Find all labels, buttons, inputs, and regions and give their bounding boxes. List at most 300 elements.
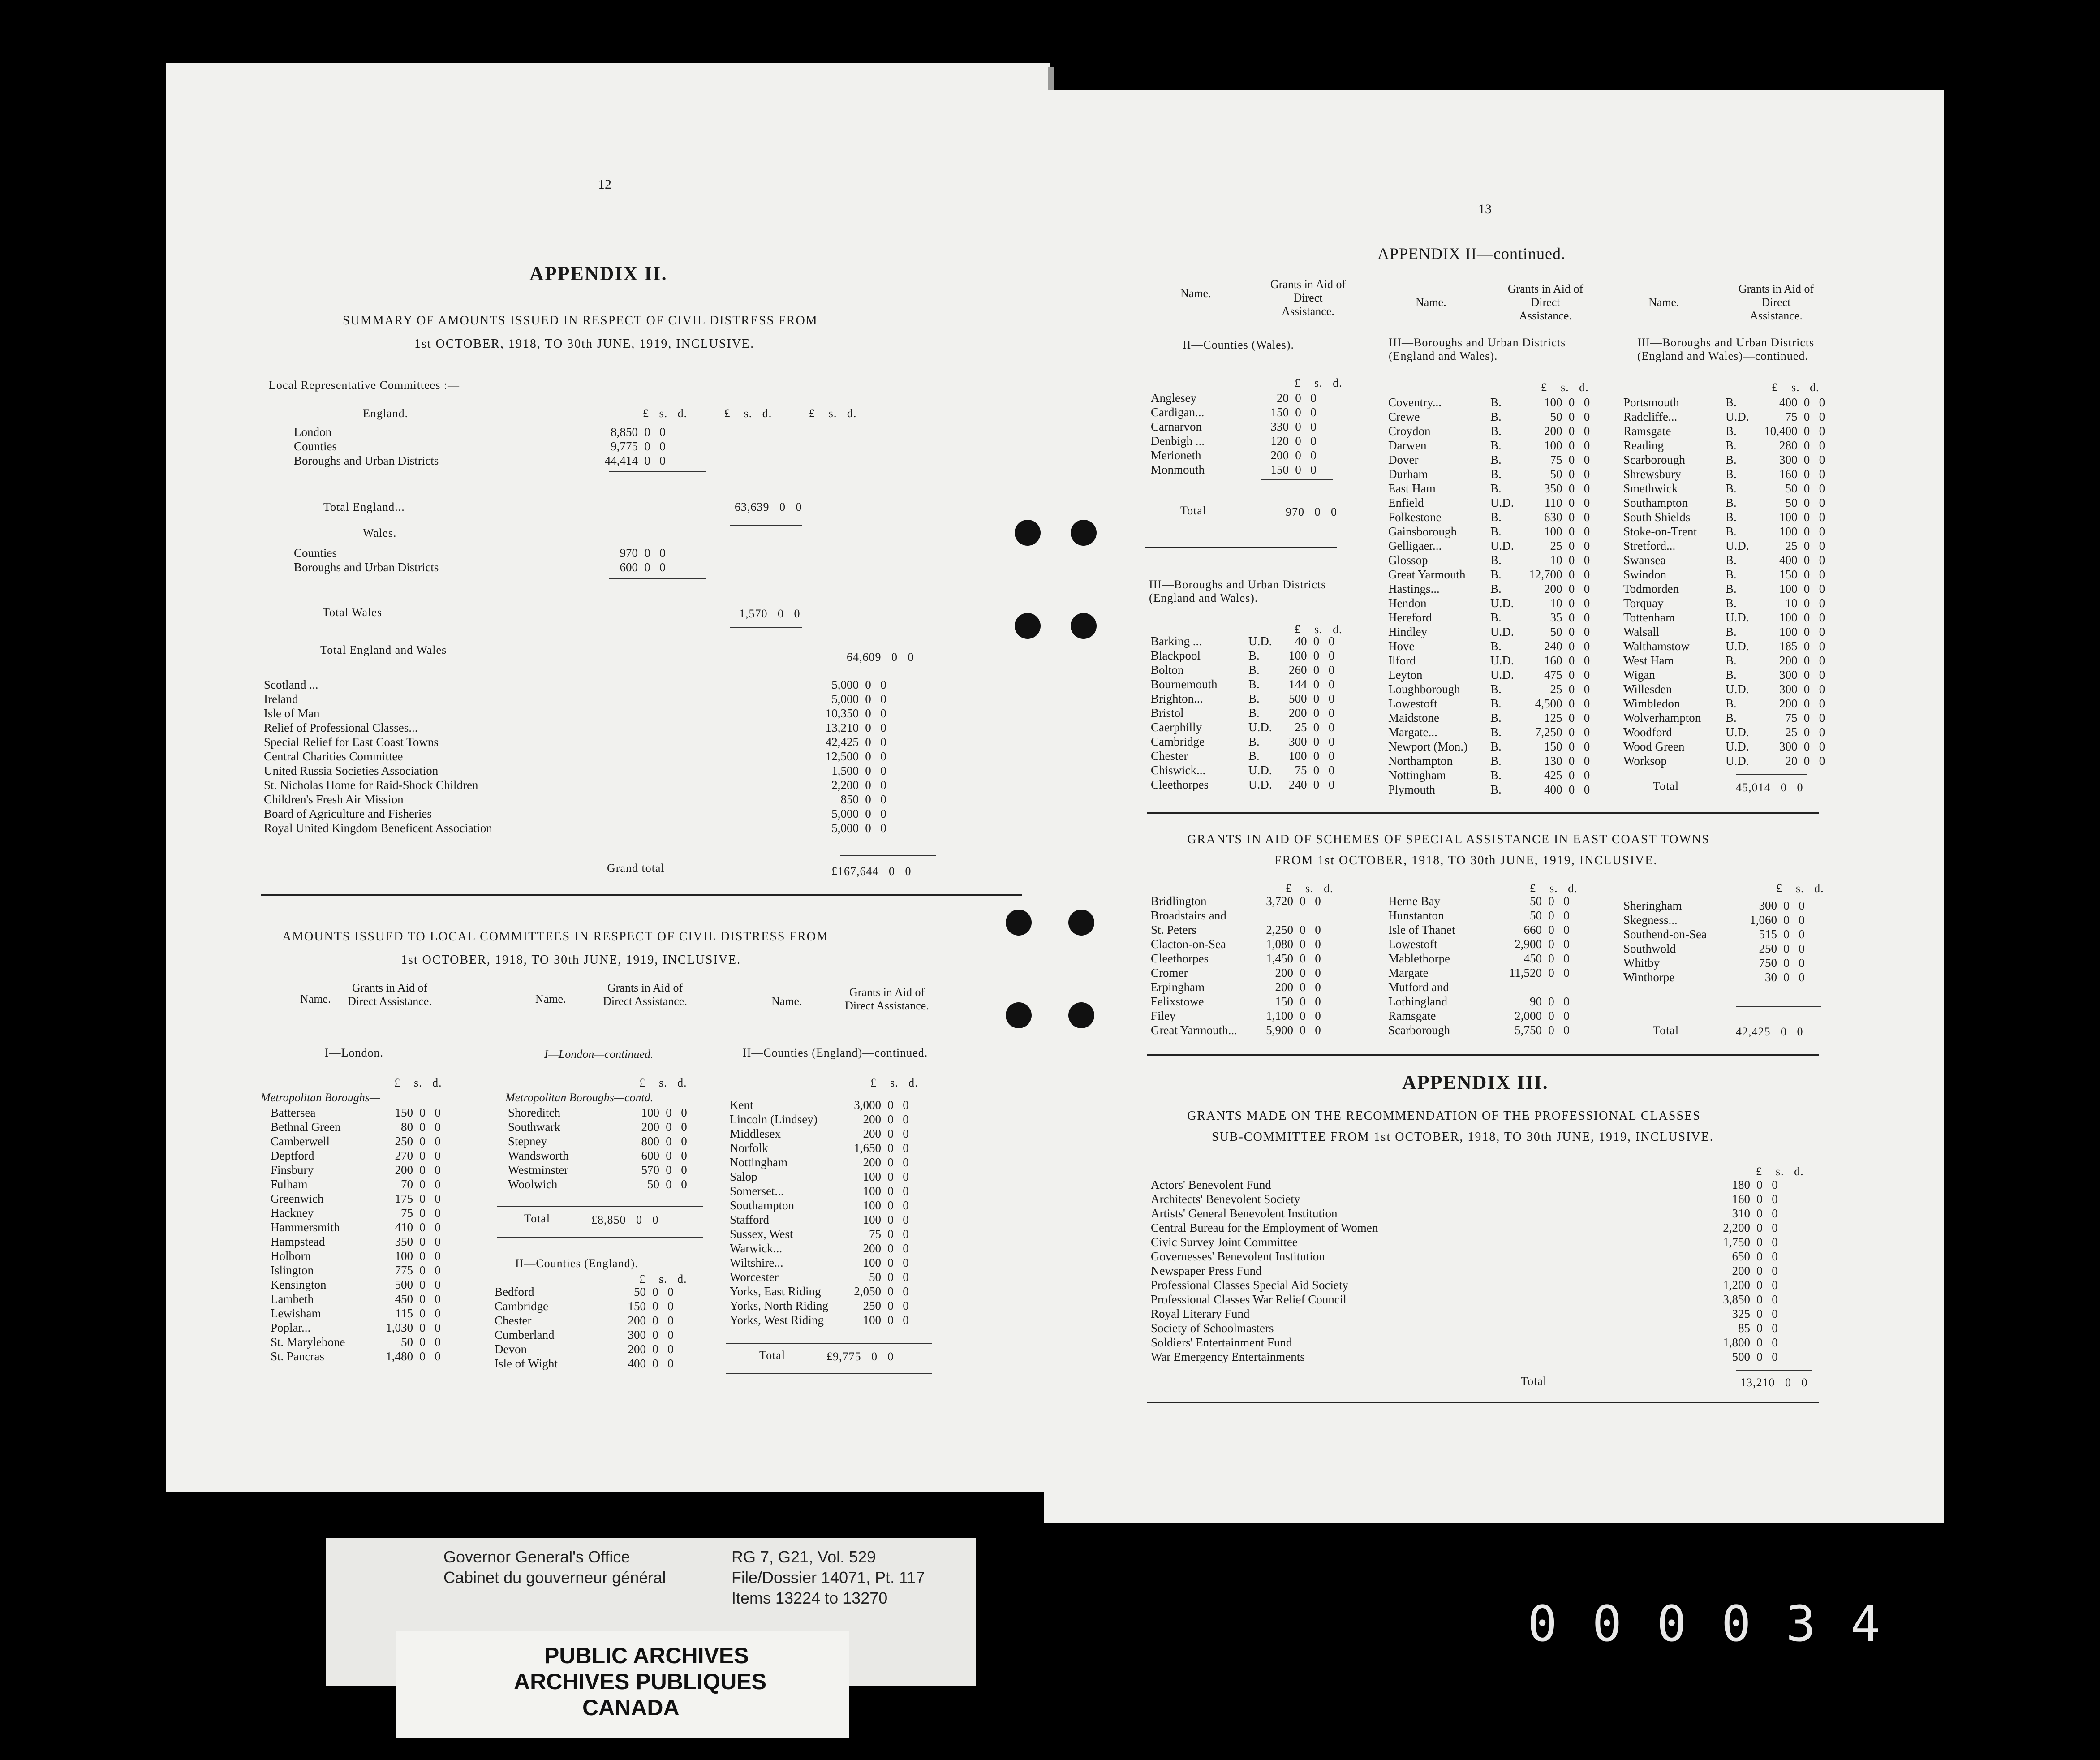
- row-shillings: 0: [666, 1149, 672, 1162]
- row-name: Cleethorpes: [1151, 952, 1209, 965]
- row-pence: 0: [1819, 711, 1825, 725]
- row-pence: 0: [1772, 1207, 1778, 1220]
- row-name: Denbigh ...: [1151, 434, 1205, 448]
- row-pence: 0: [1584, 740, 1590, 753]
- row-pence: 0: [1310, 405, 1317, 419]
- row-name: Cumberland: [495, 1328, 555, 1342]
- table-row: [1386, 596, 1595, 610]
- table-row: [262, 807, 891, 821]
- row-shillings: 0: [1803, 740, 1810, 753]
- row-shillings: 0: [1313, 720, 1320, 734]
- row-name: Bournemouth: [1151, 677, 1218, 691]
- table-row: [1622, 496, 1830, 510]
- row-pence: 0: [1799, 899, 1805, 912]
- row-name: Dover: [1388, 453, 1419, 466]
- row-shillings: 0: [1803, 682, 1810, 696]
- row-type: U.D.: [1726, 639, 1749, 653]
- row-pounds: 1,100: [1266, 1009, 1293, 1022]
- table-row: [1386, 467, 1595, 481]
- row-pence: 0: [435, 1307, 441, 1320]
- row-shillings: 0: [1756, 1321, 1763, 1335]
- row-pounds: 90: [1530, 995, 1542, 1008]
- row-pence: 0: [1328, 677, 1335, 691]
- row-shillings: 0: [1568, 410, 1575, 423]
- row-pence: 0: [1315, 923, 1321, 936]
- row-shillings: 0: [644, 546, 650, 560]
- row-name: Scarborough: [1623, 453, 1685, 466]
- row-name: Yorks, North Riding: [730, 1299, 829, 1312]
- row-shillings: 0: [1548, 1023, 1554, 1037]
- row-name: Chester: [495, 1314, 532, 1327]
- table-row: [1149, 1023, 1325, 1037]
- row-pounds: 100: [1779, 525, 1798, 538]
- table-row: [1622, 739, 1830, 754]
- london-table: [269, 1105, 445, 1363]
- row-pence: 0: [435, 1249, 441, 1263]
- section-heading: III—Boroughs and Urban Districts (England and Wales).: [1149, 578, 1326, 604]
- table-row: [262, 821, 891, 835]
- table-row: [728, 1298, 913, 1313]
- row-pounds: 200: [1270, 449, 1289, 462]
- row-shillings: 0: [865, 721, 871, 734]
- table-row: [1622, 711, 1830, 725]
- row-type: U.D.: [1248, 778, 1272, 791]
- total-value: 64,609 0 0: [847, 651, 914, 664]
- table-row: [262, 778, 891, 792]
- row-name: Soldiers' Entertainment Fund: [1151, 1336, 1292, 1349]
- row-name: Isle of Man: [264, 707, 320, 720]
- row-pounds: 1,030: [386, 1321, 413, 1334]
- row-shillings: 0: [419, 1335, 426, 1349]
- row-pence: 0: [1584, 424, 1590, 438]
- row-pounds: 2,200: [1723, 1221, 1750, 1234]
- row-pence: 0: [667, 1342, 674, 1356]
- row-name: Lewisham: [271, 1307, 321, 1320]
- row-type: B.: [1726, 453, 1737, 466]
- table-row: [506, 1120, 692, 1134]
- table-row: [1386, 625, 1595, 639]
- row-shillings: 0: [1295, 449, 1301, 462]
- row-name: Swansea: [1623, 553, 1666, 567]
- table-row: [728, 1227, 913, 1241]
- row-pence: 0: [681, 1163, 687, 1177]
- row-pence: 0: [1819, 740, 1825, 753]
- table-row: [1622, 467, 1830, 481]
- row-pence: 0: [903, 1313, 909, 1327]
- row-pounds: 250: [1759, 942, 1777, 955]
- row-pence: 0: [1819, 482, 1825, 495]
- table-row: [493, 1342, 678, 1356]
- row-pounds: 2,000: [1515, 1009, 1542, 1022]
- row-shillings: 0: [1756, 1293, 1763, 1306]
- row-name: Maidstone: [1388, 711, 1439, 725]
- row-name: Wiltshire...: [730, 1256, 783, 1269]
- row-pence: 0: [1584, 568, 1590, 581]
- boroughs-table-2: [1386, 395, 1595, 797]
- row-type: B.: [1490, 682, 1502, 696]
- total-label: Total England and Wales: [320, 643, 447, 656]
- row-shillings: 0: [1783, 942, 1790, 955]
- row-type: B.: [1248, 706, 1260, 720]
- total-value: £9,775 0 0: [826, 1350, 894, 1363]
- table-row: [1622, 596, 1830, 610]
- row-pounds: 200: [1544, 582, 1562, 595]
- row-pence: 0: [1584, 725, 1590, 739]
- row-pence: 0: [1563, 923, 1570, 936]
- table-row: [1386, 410, 1595, 424]
- row-pounds: 3,000: [854, 1098, 881, 1112]
- row-shillings: 0: [1756, 1235, 1763, 1249]
- row-pounds: 1,060: [1750, 913, 1777, 927]
- table-row: [1622, 898, 1809, 913]
- row-pence: 0: [435, 1278, 441, 1291]
- row-name: War Emergency Entertainments: [1151, 1350, 1305, 1363]
- row-type: B.: [1726, 711, 1737, 725]
- table-row: [493, 1285, 678, 1299]
- row-pence: 0: [681, 1149, 687, 1162]
- row-name: Stoke-on-Trent: [1623, 525, 1697, 538]
- table-row: [1386, 567, 1595, 582]
- archive-reference: RG 7, G21, Vol. 529: [732, 1548, 876, 1566]
- row-name: Professional Classes Special Aid Society: [1151, 1278, 1348, 1292]
- row-name: Chiswick...: [1151, 764, 1206, 777]
- table-row: [1386, 395, 1595, 410]
- row-pounds: 110: [1545, 496, 1562, 509]
- table-row: [1622, 941, 1809, 956]
- table-row: [269, 1292, 445, 1306]
- row-pounds: 450: [395, 1292, 413, 1306]
- row-shillings: 0: [1568, 668, 1575, 682]
- table-row: [493, 1299, 678, 1313]
- row-shillings: 0: [1548, 966, 1554, 979]
- row-type: U.D.: [1490, 496, 1514, 509]
- frame-number: 000034: [1528, 1595, 1915, 1652]
- caption: GRANTS MADE ON THE RECOMMENDATION OF THE PROFESSIONAL CLASSES: [1187, 1109, 1701, 1123]
- table-row: [1622, 510, 1830, 524]
- row-name: Durham: [1388, 467, 1428, 481]
- row-pence: 0: [1584, 396, 1590, 409]
- table-row: [1149, 923, 1325, 937]
- row-shillings: 0: [1568, 539, 1575, 552]
- column-header: Name.: [771, 995, 802, 1008]
- binder-hole: [1015, 613, 1041, 639]
- table-row: [1149, 777, 1339, 792]
- row-shillings: 0: [652, 1314, 658, 1327]
- total-label: Total: [1521, 1375, 1547, 1388]
- row-shillings: 0: [1783, 913, 1790, 927]
- row-pence: 0: [1584, 582, 1590, 595]
- row-shillings: 0: [1568, 510, 1575, 524]
- row-shillings: 0: [1295, 405, 1301, 419]
- row-shillings: 0: [1313, 634, 1320, 648]
- row-shillings: 0: [652, 1299, 658, 1313]
- table-row: [1386, 424, 1595, 438]
- row-name: Ramsgate: [1388, 1009, 1436, 1022]
- row-name: Shoreditch: [508, 1106, 560, 1119]
- table-row: [262, 792, 891, 807]
- row-pence: 0: [1328, 663, 1335, 677]
- row-name: Islington: [271, 1264, 314, 1277]
- row-shillings: 0: [644, 561, 650, 574]
- total-label: Total: [524, 1212, 551, 1225]
- row-name: Southampton: [1623, 496, 1688, 509]
- row-pence: 0: [1584, 596, 1590, 610]
- row-pounds: 750: [1759, 956, 1777, 970]
- row-name: Newport (Mon.): [1388, 740, 1467, 753]
- row-pounds: [1495, 980, 1544, 994]
- row-name: Bethnal Green: [271, 1120, 341, 1134]
- row-pence: 0: [1328, 706, 1335, 720]
- row-pence: 0: [1584, 768, 1590, 782]
- row-name: Carnarvon: [1151, 420, 1202, 433]
- caption: GRANTS IN AID OF SCHEMES OF SPECIAL ASSISTANCE IN EAST COAST TOWNS: [1187, 833, 1710, 846]
- row-pounds: 100: [863, 1170, 881, 1183]
- row-pence: 0: [1563, 1009, 1570, 1022]
- row-name: Battersea: [271, 1106, 316, 1119]
- row-name: Stafford: [730, 1213, 769, 1226]
- row-shillings: 0: [865, 692, 871, 706]
- row-name: Professional Classes War Relief Council: [1151, 1293, 1347, 1306]
- row-shillings: 0: [1803, 668, 1810, 682]
- row-shillings: 0: [1568, 682, 1575, 696]
- row-pence: 0: [1584, 525, 1590, 538]
- row-name: Southwark: [508, 1120, 560, 1134]
- row-pounds: 350: [395, 1235, 413, 1248]
- row-pounds: 50: [1550, 410, 1562, 423]
- london-continued-table: [506, 1105, 692, 1191]
- row-shillings: 0: [652, 1328, 658, 1342]
- row-name: South Shields: [1623, 510, 1691, 524]
- row-pounds: 42,425: [825, 735, 859, 749]
- row-pence: 0: [659, 546, 666, 560]
- row-pounds: 10: [1550, 596, 1562, 610]
- row-pence: 0: [435, 1264, 441, 1277]
- boroughs-table-3: [1622, 395, 1830, 768]
- table-row: [1149, 634, 1339, 648]
- table-row: [292, 560, 670, 574]
- table-row: [1149, 1350, 1782, 1364]
- row-type: B.: [1490, 453, 1502, 466]
- row-pounds: 120: [1270, 434, 1289, 448]
- table-row: [1622, 639, 1830, 653]
- total-value: 63,639 0 0: [735, 500, 802, 513]
- row-pence: 0: [435, 1120, 441, 1134]
- table-row: [1149, 706, 1339, 720]
- appendix-iii-table: [1149, 1178, 1782, 1364]
- row-name: Lowestoft: [1388, 937, 1437, 951]
- row-name: Hackney: [271, 1206, 314, 1220]
- row-pounds: 200: [628, 1342, 646, 1356]
- row-shillings: 0: [1803, 711, 1810, 725]
- row-shillings: 0: [1756, 1264, 1763, 1277]
- table-row: [1386, 610, 1595, 625]
- row-type: U.D.: [1490, 596, 1514, 610]
- row-pounds: 180: [1732, 1178, 1750, 1191]
- row-pounds: 100: [641, 1106, 659, 1119]
- table-row: [1149, 1321, 1782, 1335]
- row-name: Wigan: [1623, 668, 1655, 682]
- row-shillings: 0: [1803, 697, 1810, 710]
- table-row: [1386, 553, 1595, 567]
- row-pence: 0: [667, 1299, 674, 1313]
- row-shillings: 0: [1803, 625, 1810, 638]
- section-heading: England.: [363, 407, 409, 420]
- row-pence: 0: [903, 1184, 909, 1198]
- row-name: Lambeth: [271, 1292, 314, 1306]
- row-shillings: 0: [1568, 553, 1575, 567]
- row-name: Woodford: [1623, 725, 1672, 739]
- row-shillings: 0: [1568, 467, 1575, 481]
- binder-hole: [1015, 520, 1041, 546]
- row-pounds: 25: [1550, 682, 1562, 696]
- row-pence: 0: [880, 692, 886, 706]
- table-row: [1149, 1206, 1782, 1221]
- table-row: [1386, 923, 1574, 937]
- row-pence: 0: [681, 1120, 687, 1134]
- total-value: 42,425 0 0: [1736, 1025, 1803, 1038]
- column-header: Name.: [1180, 287, 1211, 300]
- table-row: [1386, 496, 1595, 510]
- row-shillings: 0: [887, 1213, 894, 1226]
- table-row: [1622, 927, 1809, 941]
- row-pounds: 500: [1732, 1350, 1750, 1363]
- row-name: Glossop: [1388, 553, 1428, 567]
- row-shillings: 0: [419, 1106, 426, 1119]
- row-name: Chester: [1151, 749, 1188, 763]
- row-shillings: 0: [1756, 1250, 1763, 1263]
- row-shillings: 0: [1568, 625, 1575, 638]
- row-shillings: 0: [1803, 654, 1810, 667]
- section-heading: I—London—continued.: [544, 1048, 654, 1061]
- table-row: [269, 1163, 445, 1177]
- row-shillings: 0: [419, 1135, 426, 1148]
- row-pounds: 300: [628, 1328, 646, 1342]
- table-row: [269, 1263, 445, 1277]
- subsection-heading: Metropolitan Boroughs—: [261, 1091, 380, 1104]
- row-pence: 0: [1584, 668, 1590, 682]
- row-pence: 0: [1819, 453, 1825, 466]
- row-name: Ilford: [1388, 654, 1416, 667]
- row-pounds: 5,000: [831, 692, 859, 706]
- row-pounds: 200: [863, 1127, 881, 1140]
- row-shillings: [1544, 980, 1559, 994]
- row-pounds: 1,500: [831, 764, 859, 777]
- row-name: Kent: [730, 1098, 753, 1112]
- row-pence: 0: [1328, 735, 1335, 748]
- row-shillings: 0: [419, 1307, 426, 1320]
- table-row: [262, 735, 891, 749]
- row-pounds: 50: [647, 1178, 659, 1191]
- row-shillings: 0: [1803, 439, 1810, 452]
- row-shillings: 0: [1548, 1009, 1554, 1022]
- row-pounds: 160: [1779, 467, 1798, 481]
- row-pence: 0: [1819, 582, 1825, 595]
- table-row: [493, 1313, 678, 1328]
- row-name: Caerphilly: [1151, 720, 1202, 734]
- column-header: Grants in Aid of Direct Assistance.: [348, 981, 432, 1008]
- row-name: Stepney: [508, 1135, 547, 1148]
- row-pounds: 3,850: [1723, 1293, 1750, 1306]
- row-pounds: 2,050: [854, 1285, 881, 1298]
- row-name: Board of Agriculture and Fisheries: [264, 807, 432, 820]
- row-shillings: 0: [887, 1242, 894, 1255]
- row-name: Isle of Thanet: [1388, 923, 1455, 936]
- row-name: Worksop: [1623, 754, 1667, 768]
- row-name: Scotland ...: [264, 678, 318, 691]
- row-shillings: 0: [1300, 952, 1306, 965]
- row-pence: 0: [1328, 692, 1335, 705]
- row-pence: 0: [903, 1127, 909, 1140]
- row-type: B.: [1248, 677, 1260, 691]
- row-name: Central Charities Committee: [264, 750, 403, 763]
- row-pence: 0: [1772, 1321, 1778, 1335]
- row-name: Plymouth: [1388, 783, 1436, 796]
- row-name: Clacton-on-Sea: [1151, 937, 1226, 951]
- row-shillings: 0: [1756, 1192, 1763, 1206]
- row-shillings: 0: [1783, 899, 1790, 912]
- row-type: B.: [1248, 663, 1260, 677]
- row-pounds: 13,210: [825, 721, 859, 734]
- row-name: Actors' Benevolent Fund: [1151, 1178, 1271, 1191]
- total-label: Total England...: [323, 500, 405, 513]
- row-name: Warwick...: [730, 1242, 783, 1255]
- counties-england-table: [493, 1285, 678, 1371]
- row-type: B.: [1726, 625, 1737, 638]
- row-name: Skegness...: [1623, 913, 1678, 927]
- row-name: Bridlington: [1151, 894, 1207, 908]
- total-label: Total: [1653, 1024, 1679, 1037]
- row-shillings: 0: [1783, 971, 1790, 984]
- row-name: Artists' General Benevolent Institution: [1151, 1207, 1338, 1220]
- row-shillings: 0: [419, 1120, 426, 1134]
- table-row: [1149, 763, 1339, 777]
- row-pounds: 150: [1270, 463, 1289, 476]
- row-shillings: 0: [419, 1206, 426, 1220]
- row-pounds: 25: [1295, 720, 1307, 734]
- row-type: B.: [1490, 510, 1502, 524]
- row-pence: 0: [1584, 539, 1590, 552]
- row-shillings: 0: [652, 1357, 658, 1370]
- row-pounds: 75: [401, 1206, 413, 1220]
- row-name: Nottingham: [1388, 768, 1446, 782]
- caption: 1st OCTOBER, 1918, TO 30th JUNE, 1919, INCLUSIVE.: [414, 337, 755, 351]
- column-header: £ s. d.: [1776, 882, 1824, 895]
- stamp-line: CANADA: [582, 1695, 680, 1720]
- row-pounds: 500: [1289, 692, 1307, 705]
- stamp-line: PUBLIC ARCHIVES: [544, 1643, 749, 1668]
- row-pounds: 330: [1270, 420, 1289, 433]
- row-pence: 0: [1563, 995, 1570, 1008]
- row-pence: 0: [880, 793, 886, 806]
- table-row: [269, 1320, 445, 1335]
- stamp-line: ARCHIVES PUBLIQUES: [514, 1669, 766, 1694]
- table-row: [1386, 453, 1595, 467]
- row-shillings: 0: [652, 1342, 658, 1356]
- table-row: [269, 1120, 445, 1134]
- row-name: Central Bureau for the Employment of Women: [1151, 1221, 1378, 1234]
- table-row: [1386, 653, 1595, 668]
- row-pence: 0: [1563, 894, 1570, 908]
- row-shillings: 0: [419, 1163, 426, 1177]
- row-pounds: 8,850: [611, 425, 638, 439]
- row-shillings: 0: [865, 778, 871, 792]
- table-row: [1149, 419, 1321, 434]
- row-name: Devon: [495, 1342, 527, 1356]
- row-pence: 0: [880, 821, 886, 835]
- row-name: Southwold: [1623, 942, 1676, 955]
- row-shillings: 0: [887, 1098, 894, 1112]
- row-pounds: 5,750: [1515, 1023, 1542, 1037]
